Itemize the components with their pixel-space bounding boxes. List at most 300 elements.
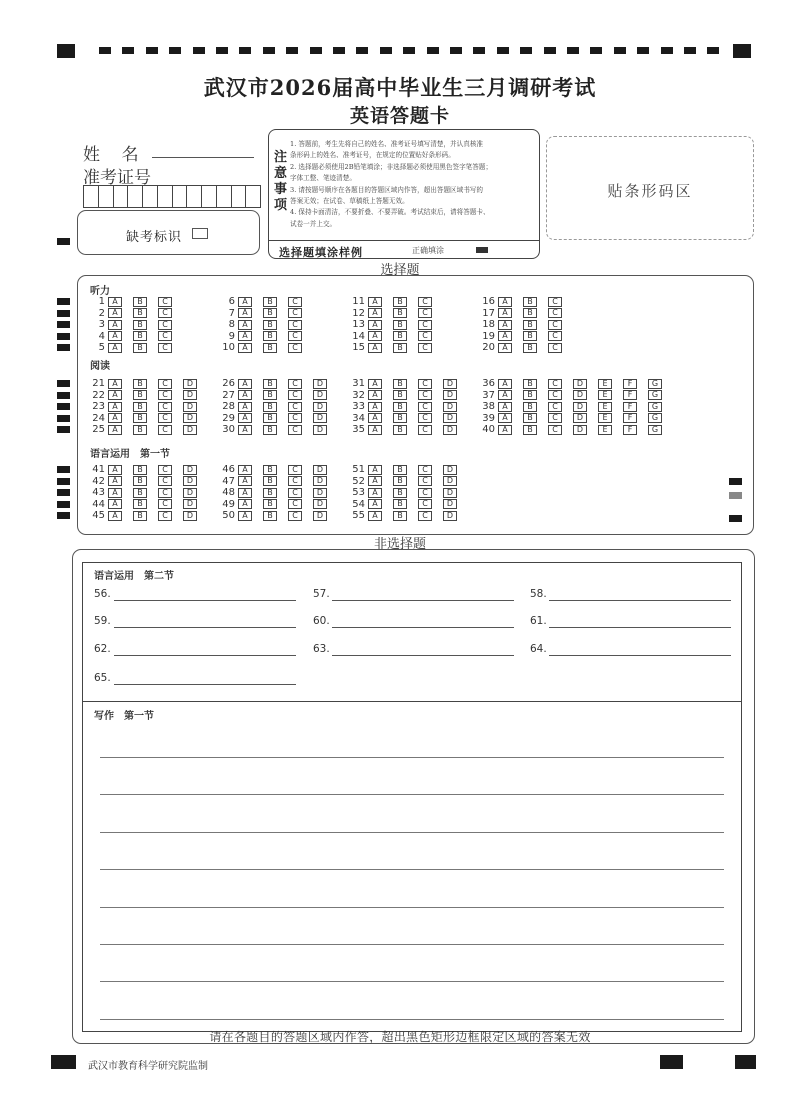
option-bubble[interactable]: C bbox=[288, 402, 302, 412]
option-bubble[interactable]: A bbox=[498, 390, 512, 400]
blank-line[interactable] bbox=[114, 684, 296, 685]
option-bubble[interactable]: B bbox=[523, 343, 537, 353]
option-bubble[interactable]: A bbox=[238, 320, 252, 330]
side-timing-mark bbox=[57, 333, 70, 340]
option-bubble[interactable]: G bbox=[648, 379, 662, 389]
option-bubble[interactable]: B bbox=[133, 390, 147, 400]
side-timing-mark bbox=[57, 238, 70, 245]
option-bubble[interactable]: B bbox=[263, 379, 277, 389]
option-bubble[interactable]: E bbox=[598, 413, 612, 423]
option-bubble[interactable]: C bbox=[158, 465, 172, 475]
timing-mark bbox=[497, 47, 509, 54]
option-bubble[interactable]: B bbox=[393, 465, 407, 475]
option-bubble[interactable]: B bbox=[263, 390, 277, 400]
right-timing-mark bbox=[729, 478, 742, 485]
option-bubble[interactable]: A bbox=[108, 297, 122, 307]
option-bubble[interactable]: A bbox=[238, 390, 252, 400]
option-bubble[interactable]: D bbox=[183, 488, 197, 498]
option-bubble[interactable]: B bbox=[393, 331, 407, 341]
question-row bbox=[475, 331, 573, 342]
timing-mark bbox=[427, 47, 439, 54]
option-bubble[interactable]: A bbox=[238, 308, 252, 318]
option-bubble[interactable]: A bbox=[238, 413, 252, 423]
option-bubble[interactable]: B bbox=[263, 465, 277, 475]
option-bubble[interactable]: C bbox=[418, 297, 432, 307]
option-bubble[interactable]: B bbox=[393, 425, 407, 435]
option-bubble[interactable]: D bbox=[443, 499, 457, 509]
option-bubble[interactable]: C bbox=[418, 499, 432, 509]
option-bubble[interactable]: G bbox=[648, 413, 662, 423]
question-number: 14 bbox=[352, 330, 365, 342]
option-bubble[interactable]: B bbox=[133, 402, 147, 412]
option-bubble[interactable]: A bbox=[368, 499, 382, 509]
option-bubble[interactable]: D bbox=[313, 379, 327, 389]
question-number: 27 bbox=[222, 389, 235, 401]
option-bubble[interactable]: A bbox=[498, 379, 512, 389]
option-bubble[interactable]: A bbox=[108, 476, 122, 486]
writing-line[interactable] bbox=[100, 832, 724, 833]
option-bubble[interactable]: B bbox=[393, 320, 407, 330]
option-bubble[interactable]: D bbox=[443, 402, 457, 412]
option-bubble[interactable]: B bbox=[523, 413, 537, 423]
option-bubble[interactable]: B bbox=[523, 425, 537, 435]
option-bubble[interactable]: B bbox=[523, 320, 537, 330]
option-bubble[interactable]: D bbox=[313, 390, 327, 400]
side-timing-mark bbox=[57, 310, 70, 317]
option-bubble[interactable]: D bbox=[313, 413, 327, 423]
option-bubble[interactable]: D bbox=[443, 390, 457, 400]
option-bubble[interactable]: A bbox=[368, 331, 382, 341]
question-row bbox=[85, 499, 208, 510]
option-bubble[interactable]: C bbox=[158, 425, 172, 435]
writing-line[interactable] bbox=[100, 907, 724, 908]
option-bubble[interactable]: D bbox=[183, 390, 197, 400]
option-bubble[interactable]: A bbox=[108, 320, 122, 330]
option-bubble[interactable]: B bbox=[393, 402, 407, 412]
timing-mark bbox=[169, 47, 181, 54]
option-bubble[interactable]: F bbox=[623, 425, 637, 435]
option-bubble[interactable]: C bbox=[158, 331, 172, 341]
writing-part1-label: 写作 第一节 bbox=[94, 711, 154, 722]
option-bubble[interactable]: B bbox=[393, 297, 407, 307]
timing-mark bbox=[614, 47, 626, 54]
option-bubble[interactable]: A bbox=[108, 425, 122, 435]
option-bubble[interactable]: B bbox=[523, 331, 537, 341]
option-bubble[interactable]: B bbox=[393, 390, 407, 400]
option-bubble[interactable]: B bbox=[133, 511, 147, 521]
option-bubble[interactable]: C bbox=[418, 465, 432, 475]
option-bubble[interactable]: B bbox=[133, 331, 147, 341]
option-bubble[interactable]: A bbox=[368, 379, 382, 389]
option-bubble[interactable]: B bbox=[133, 425, 147, 435]
option-bubble[interactable]: A bbox=[498, 308, 512, 318]
option-bubble[interactable]: C bbox=[288, 476, 302, 486]
option-bubble[interactable]: C bbox=[418, 425, 432, 435]
option-bubble[interactable]: A bbox=[108, 308, 122, 318]
option-bubble[interactable]: F bbox=[623, 379, 637, 389]
question-number: 28 bbox=[222, 401, 235, 413]
option-bubble[interactable]: A bbox=[498, 343, 512, 353]
option-bubble[interactable]: D bbox=[183, 413, 197, 423]
question-number: 41 bbox=[92, 464, 105, 475]
option-bubble[interactable]: E bbox=[598, 425, 612, 435]
question-number: 22 bbox=[92, 389, 105, 401]
option-bubble[interactable]: A bbox=[238, 425, 252, 435]
question-number: 46 bbox=[222, 464, 235, 475]
option-bubble[interactable]: C bbox=[158, 379, 172, 389]
question-row bbox=[85, 331, 183, 342]
option-bubble[interactable]: B bbox=[133, 320, 147, 330]
option-bubble[interactable]: A bbox=[368, 390, 382, 400]
question-row bbox=[85, 424, 208, 435]
option-bubble[interactable]: D bbox=[183, 511, 197, 521]
option-bubble[interactable]: D bbox=[443, 465, 457, 475]
option-bubble[interactable]: A bbox=[368, 413, 382, 423]
side-timing-mark bbox=[57, 321, 70, 328]
option-bubble[interactable]: B bbox=[133, 413, 147, 423]
option-bubble[interactable]: C bbox=[418, 511, 432, 521]
option-bubble[interactable]: C bbox=[548, 390, 562, 400]
option-bubble[interactable]: C bbox=[288, 320, 302, 330]
option-bubble[interactable]: D bbox=[313, 465, 327, 475]
option-bubble[interactable]: A bbox=[368, 465, 382, 475]
option-bubble[interactable]: A bbox=[498, 402, 512, 412]
question-row bbox=[475, 319, 573, 330]
option-bubble[interactable]: B bbox=[393, 379, 407, 389]
option-bubble[interactable]: A bbox=[238, 511, 252, 521]
option-bubble[interactable]: B bbox=[393, 476, 407, 486]
option-bubble[interactable]: B bbox=[263, 308, 277, 318]
option-bubble[interactable]: D bbox=[573, 425, 587, 435]
option-bubble[interactable]: B bbox=[523, 308, 537, 318]
option-bubble[interactable]: D bbox=[313, 425, 327, 435]
question-row bbox=[215, 476, 338, 487]
option-bubble[interactable]: A bbox=[108, 343, 122, 353]
option-bubble[interactable]: B bbox=[133, 465, 147, 475]
option-bubble[interactable]: C bbox=[158, 308, 172, 318]
question-row bbox=[345, 476, 468, 487]
question-row bbox=[215, 487, 338, 498]
option-bubble[interactable]: A bbox=[108, 331, 122, 341]
option-bubble[interactable]: D bbox=[573, 413, 587, 423]
option-bubble[interactable]: A bbox=[238, 488, 252, 498]
option-bubble[interactable]: D bbox=[183, 476, 197, 486]
option-bubble[interactable]: C bbox=[158, 511, 172, 521]
option-bubble[interactable]: D bbox=[313, 402, 327, 412]
option-bubble[interactable]: B bbox=[263, 511, 277, 521]
option-bubble[interactable]: C bbox=[418, 402, 432, 412]
option-bubble[interactable]: C bbox=[548, 297, 562, 307]
option-bubble[interactable]: C bbox=[418, 390, 432, 400]
question-number: 23 bbox=[92, 401, 105, 413]
option-bubble[interactable]: A bbox=[238, 297, 252, 307]
question-row bbox=[85, 413, 208, 424]
option-bubble[interactable]: A bbox=[108, 465, 122, 475]
option-bubble[interactable]: A bbox=[238, 343, 252, 353]
option-bubble[interactable]: A bbox=[108, 499, 122, 509]
option-bubble[interactable]: C bbox=[548, 308, 562, 318]
question-number: 13 bbox=[352, 319, 365, 331]
option-bubble[interactable]: C bbox=[418, 476, 432, 486]
question-number: 32 bbox=[352, 389, 365, 401]
timing-mark bbox=[263, 47, 275, 54]
blank-line[interactable] bbox=[332, 627, 514, 628]
option-bubble[interactable]: A bbox=[108, 413, 122, 423]
question-row bbox=[345, 378, 468, 389]
option-bubble[interactable]: C bbox=[548, 425, 562, 435]
writing-line[interactable] bbox=[100, 869, 724, 870]
option-bubble[interactable]: B bbox=[393, 511, 407, 521]
option-bubble[interactable]: C bbox=[288, 331, 302, 341]
option-bubble[interactable]: C bbox=[418, 379, 432, 389]
option-bubble[interactable]: B bbox=[393, 488, 407, 498]
option-bubble[interactable]: B bbox=[393, 499, 407, 509]
option-bubble[interactable]: B bbox=[263, 476, 277, 486]
option-bubble[interactable]: G bbox=[648, 425, 662, 435]
option-bubble[interactable]: B bbox=[393, 343, 407, 353]
option-bubble[interactable]: A bbox=[368, 320, 382, 330]
blank-line[interactable] bbox=[114, 600, 296, 601]
option-bubble[interactable]: A bbox=[368, 297, 382, 307]
option-bubble[interactable]: A bbox=[238, 499, 252, 509]
option-bubble[interactable]: C bbox=[158, 343, 172, 353]
option-bubble[interactable]: A bbox=[368, 343, 382, 353]
option-bubble[interactable]: C bbox=[158, 476, 172, 486]
blank-line[interactable] bbox=[332, 655, 514, 656]
timing-mark bbox=[239, 47, 251, 54]
option-bubble[interactable]: A bbox=[238, 379, 252, 389]
option-bubble[interactable]: D bbox=[183, 465, 197, 475]
option-bubble[interactable]: A bbox=[108, 390, 122, 400]
option-bubble[interactable]: A bbox=[498, 320, 512, 330]
option-bubble[interactable]: B bbox=[523, 379, 537, 389]
note-line: 条形码上的姓名、准考证号，在规定的位置贴好条形码。 bbox=[290, 151, 455, 160]
option-bubble[interactable]: D bbox=[313, 476, 327, 486]
option-bubble[interactable]: B bbox=[523, 297, 537, 307]
blank-number: 59. bbox=[94, 615, 111, 627]
note-line: 3. 请按题号顺序在各题目的答题区域内作答，超出答题区域书写的 bbox=[290, 185, 484, 194]
option-bubble[interactable]: D bbox=[443, 413, 457, 423]
timing-mark bbox=[590, 47, 602, 54]
option-bubble[interactable]: A bbox=[238, 465, 252, 475]
option-bubble[interactable]: C bbox=[548, 343, 562, 353]
option-bubble[interactable]: F bbox=[623, 413, 637, 423]
option-bubble[interactable]: C bbox=[288, 379, 302, 389]
blank-line[interactable] bbox=[114, 627, 296, 628]
option-bubble[interactable]: A bbox=[238, 476, 252, 486]
option-bubble[interactable]: C bbox=[158, 499, 172, 509]
option-bubble[interactable]: D bbox=[443, 425, 457, 435]
option-bubble[interactable]: B bbox=[263, 320, 277, 330]
option-bubble[interactable]: D bbox=[313, 488, 327, 498]
option-bubble[interactable]: C bbox=[288, 343, 302, 353]
option-bubble[interactable]: A bbox=[238, 402, 252, 412]
option-bubble[interactable]: A bbox=[498, 297, 512, 307]
option-bubble[interactable]: C bbox=[418, 413, 432, 423]
option-bubble[interactable]: C bbox=[548, 402, 562, 412]
option-bubble[interactable]: C bbox=[418, 331, 432, 341]
question-row bbox=[215, 401, 338, 412]
blank-line[interactable] bbox=[332, 600, 514, 601]
option-bubble[interactable]: B bbox=[133, 488, 147, 498]
option-bubble[interactable]: B bbox=[523, 390, 537, 400]
option-bubble[interactable]: C bbox=[158, 390, 172, 400]
option-bubble[interactable]: F bbox=[623, 402, 637, 412]
option-bubble[interactable]: A bbox=[368, 488, 382, 498]
option-bubble[interactable]: B bbox=[263, 297, 277, 307]
option-bubble[interactable]: A bbox=[498, 413, 512, 423]
option-bubble[interactable]: A bbox=[368, 402, 382, 412]
question-row bbox=[215, 319, 313, 330]
question-number: 31 bbox=[352, 378, 365, 389]
option-bubble[interactable]: D bbox=[443, 379, 457, 389]
option-bubble[interactable]: D bbox=[183, 499, 197, 509]
option-bubble[interactable]: B bbox=[133, 297, 147, 307]
option-bubble[interactable]: D bbox=[183, 402, 197, 412]
option-bubble[interactable]: B bbox=[263, 425, 277, 435]
option-bubble[interactable]: D bbox=[183, 425, 197, 435]
blank-number: 58. bbox=[530, 588, 547, 600]
notes-divider bbox=[268, 240, 540, 241]
question-number: 33 bbox=[352, 401, 365, 413]
option-bubble[interactable]: A bbox=[368, 476, 382, 486]
option-bubble[interactable]: G bbox=[648, 402, 662, 412]
writing-line[interactable] bbox=[100, 757, 724, 758]
option-bubble[interactable]: C bbox=[288, 511, 302, 521]
question-number: 44 bbox=[92, 498, 105, 510]
option-bubble[interactable]: A bbox=[108, 511, 122, 521]
question-row bbox=[85, 476, 208, 487]
option-bubble[interactable]: C bbox=[158, 413, 172, 423]
option-bubble[interactable]: C bbox=[288, 465, 302, 475]
option-bubble[interactable]: F bbox=[623, 390, 637, 400]
option-bubble[interactable]: C bbox=[158, 320, 172, 330]
option-bubble[interactable]: B bbox=[133, 499, 147, 509]
option-bubble[interactable]: C bbox=[418, 320, 432, 330]
option-bubble[interactable]: D bbox=[313, 499, 327, 509]
option-bubble[interactable]: A bbox=[238, 331, 252, 341]
option-bubble[interactable]: C bbox=[288, 488, 302, 498]
option-bubble[interactable]: A bbox=[368, 425, 382, 435]
question-number: 43 bbox=[92, 487, 105, 499]
blank-line[interactable] bbox=[549, 600, 731, 601]
language-use-part2-label: 语言运用 第二节 bbox=[94, 571, 174, 582]
question-number: 35 bbox=[352, 424, 365, 436]
option-bubble[interactable]: D bbox=[573, 402, 587, 412]
option-bubble[interactable]: D bbox=[573, 390, 587, 400]
notes-list bbox=[290, 139, 534, 230]
question-row bbox=[215, 296, 313, 307]
option-bubble[interactable]: D bbox=[443, 488, 457, 498]
timing-mark bbox=[216, 47, 228, 54]
timing-mark bbox=[122, 47, 134, 54]
option-bubble[interactable]: C bbox=[418, 308, 432, 318]
option-bubble[interactable]: C bbox=[288, 390, 302, 400]
candidate-id-grid[interactable] bbox=[83, 185, 261, 208]
option-bubble[interactable]: A bbox=[108, 379, 122, 389]
option-bubble[interactable]: C bbox=[548, 379, 562, 389]
question-row bbox=[475, 390, 673, 401]
blank-line[interactable] bbox=[549, 655, 731, 656]
section-divider bbox=[82, 701, 742, 702]
option-bubble[interactable]: G bbox=[648, 390, 662, 400]
question-number: 6 bbox=[228, 296, 235, 307]
option-bubble[interactable]: C bbox=[418, 343, 432, 353]
option-bubble[interactable]: B bbox=[133, 379, 147, 389]
option-bubble[interactable]: A bbox=[498, 425, 512, 435]
option-bubble[interactable]: D bbox=[443, 511, 457, 521]
option-bubble[interactable]: D bbox=[313, 511, 327, 521]
option-bubble[interactable]: C bbox=[288, 297, 302, 307]
writing-line[interactable] bbox=[100, 1019, 724, 1020]
option-bubble[interactable]: B bbox=[133, 476, 147, 486]
absent-label: 缺考标识 bbox=[126, 230, 183, 245]
option-bubble[interactable]: D bbox=[443, 476, 457, 486]
option-bubble[interactable]: C bbox=[158, 297, 172, 307]
option-bubble[interactable]: B bbox=[263, 331, 277, 341]
option-bubble[interactable]: C bbox=[418, 488, 432, 498]
question-row bbox=[85, 464, 208, 475]
option-bubble[interactable]: B bbox=[263, 402, 277, 412]
option-bubble[interactable]: B bbox=[263, 499, 277, 509]
option-bubble[interactable]: A bbox=[108, 488, 122, 498]
timing-mark bbox=[356, 47, 368, 54]
option-bubble[interactable]: B bbox=[133, 343, 147, 353]
question-row bbox=[85, 390, 208, 401]
option-bubble[interactable]: C bbox=[548, 413, 562, 423]
option-bubble[interactable]: C bbox=[548, 331, 562, 341]
blank-line[interactable] bbox=[114, 655, 296, 656]
question-number: 19 bbox=[482, 330, 495, 342]
option-bubble[interactable]: C bbox=[288, 425, 302, 435]
option-bubble[interactable]: B bbox=[263, 343, 277, 353]
writing-line[interactable] bbox=[100, 981, 724, 982]
side-timing-mark bbox=[57, 466, 70, 473]
question-row bbox=[85, 319, 183, 330]
absent-checkbox[interactable] bbox=[192, 228, 208, 239]
writing-line[interactable] bbox=[100, 944, 724, 945]
option-bubble[interactable]: A bbox=[498, 331, 512, 341]
writing-line[interactable] bbox=[100, 794, 724, 795]
option-bubble[interactable]: D bbox=[573, 379, 587, 389]
option-bubble[interactable]: B bbox=[133, 308, 147, 318]
option-bubble[interactable]: B bbox=[523, 402, 537, 412]
option-bubble[interactable]: C bbox=[158, 402, 172, 412]
option-bubble[interactable]: C bbox=[288, 499, 302, 509]
side-timing-mark bbox=[57, 489, 70, 496]
name-underline[interactable] bbox=[152, 157, 254, 158]
option-bubble[interactable]: A bbox=[368, 308, 382, 318]
question-number: 20 bbox=[482, 342, 495, 354]
option-bubble[interactable]: C bbox=[288, 413, 302, 423]
option-bubble[interactable]: B bbox=[263, 413, 277, 423]
option-bubble[interactable]: A bbox=[368, 511, 382, 521]
option-bubble[interactable]: C bbox=[288, 308, 302, 318]
option-bubble[interactable]: E bbox=[598, 402, 612, 412]
option-bubble[interactable]: D bbox=[183, 379, 197, 389]
option-bubble[interactable]: B bbox=[393, 413, 407, 423]
option-bubble[interactable]: B bbox=[393, 308, 407, 318]
bottom-warning: 请在各题目的答题区域内作答，超出黑色矩形边框限定区域的答案无效 bbox=[209, 1030, 591, 1044]
option-bubble[interactable]: C bbox=[158, 488, 172, 498]
question-row bbox=[215, 378, 338, 389]
option-bubble[interactable]: C bbox=[548, 320, 562, 330]
option-bubble[interactable]: E bbox=[598, 390, 612, 400]
option-bubble[interactable]: E bbox=[598, 379, 612, 389]
option-bubble[interactable]: B bbox=[263, 488, 277, 498]
option-bubble[interactable]: A bbox=[108, 402, 122, 412]
blank-line[interactable] bbox=[549, 627, 731, 628]
